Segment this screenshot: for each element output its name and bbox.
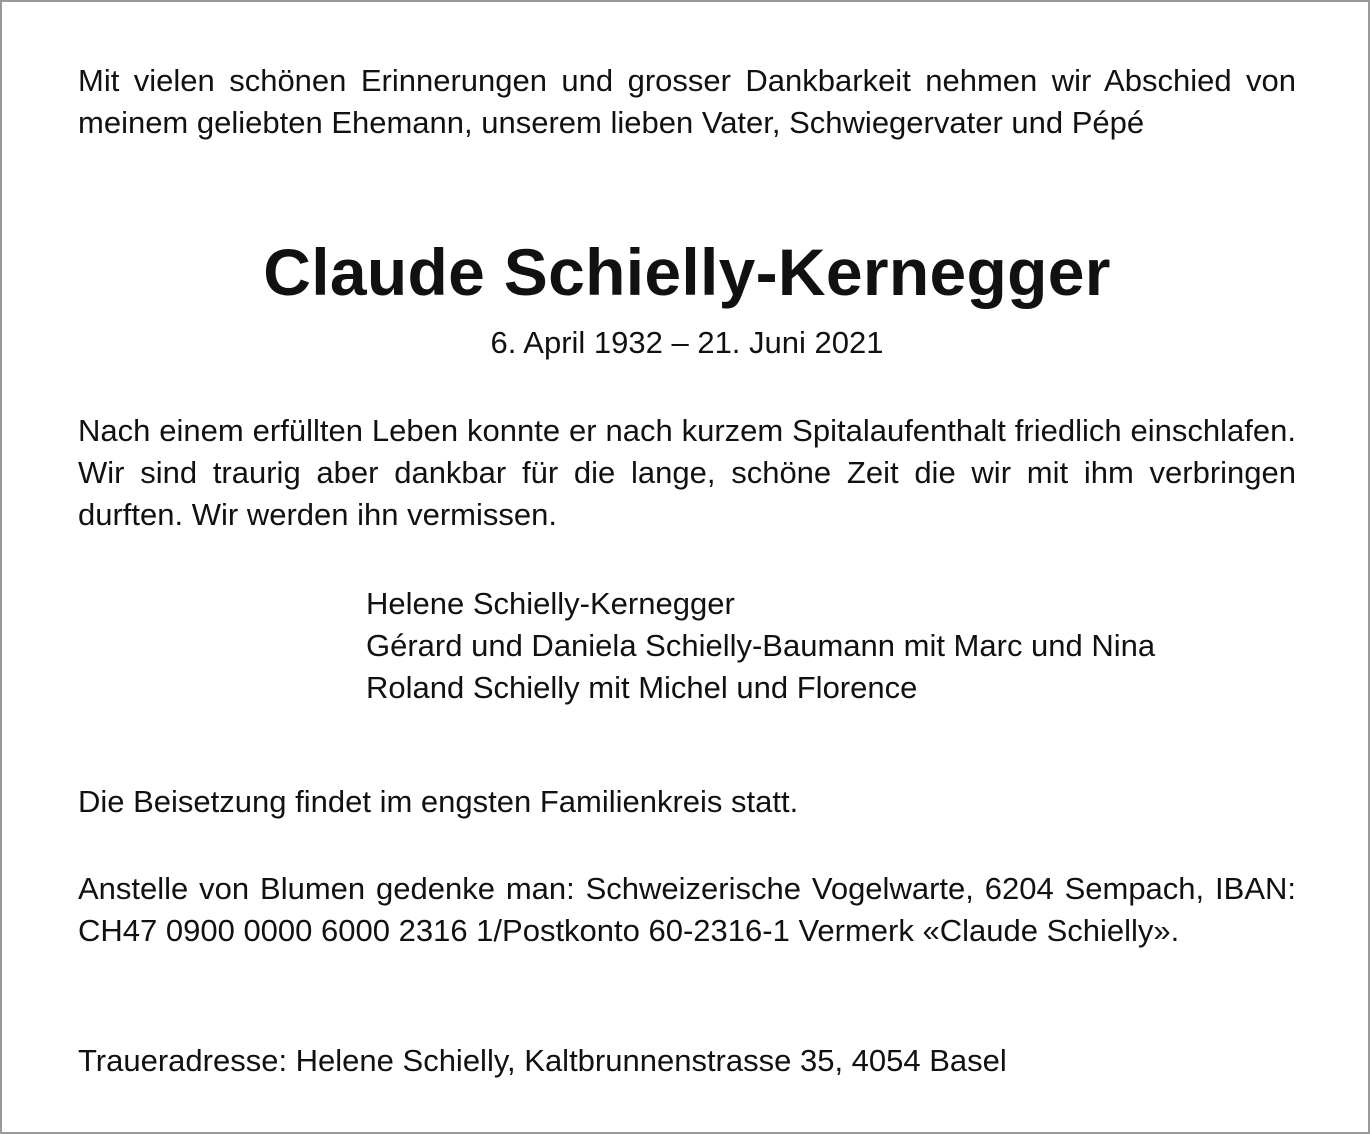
donation-notice: Anstelle von Blumen gedenke man: Schweizerische Vogelwarte, 6204 Sempach, IBAN: CH47 0900 0000 6000 2316 1/Postkonto 60-2316-1 Vermerk «Claude Schielly». xyxy=(78,871,1296,948)
burial-notice: Die Beisetzung findet im engsten Familienkreis statt. xyxy=(78,784,799,819)
mourners-list xyxy=(366,583,1155,709)
mourner-name: Roland Schielly mit Michel und Florence xyxy=(366,670,918,705)
intro-paragraph: Mit vielen schönen Erinnerungen und grosser Dankbarkeit nehmen wir Abschied von meinem geliebten Ehemann, unserem lieben Vater, Schwiegervater und Pépé xyxy=(78,63,1296,140)
mourner-name: Gérard und Daniela Schielly-Baumann mit Marc und Nina xyxy=(366,628,1156,663)
mourner-name: Helene Schielly-Kernegger xyxy=(366,586,735,621)
mourning-address: Traueradresse: Helene Schielly, Kaltbrunnenstrasse 35, 4054 Basel xyxy=(78,1043,1007,1078)
life-paragraph: Nach einem erfüllten Leben konnte er nach kurzem Spitalaufenthalt friedlich einschlafen. Wir sind traurig aber dankbar für die lange, schöne Zeit die wir mit ihm verbringen durften. Wir werden ihn vermissen. xyxy=(78,413,1296,532)
life-dates: 6. April 1932 – 21. Juni 2021 xyxy=(490,325,884,360)
deceased-name: Claude Schielly-Kernegger xyxy=(263,235,1111,309)
